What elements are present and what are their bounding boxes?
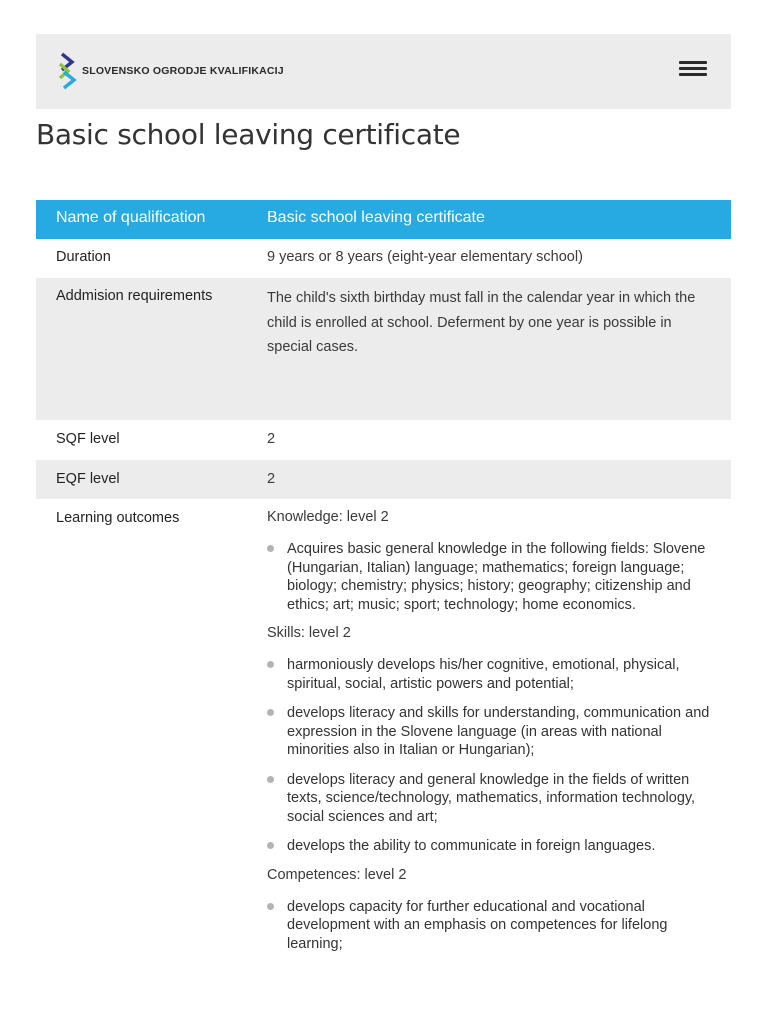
eqf-label: EQF level — [56, 471, 120, 487]
list-item — [267, 704, 715, 760]
eqf-value: 2 — [267, 471, 276, 487]
list-item-text: Acquires basic general knowledge in the following fields: Slovene (Hungarian, Italian) language; mathematics; foreign language; biology; chemistry; physics; history; geography; citizenship and ethics; art; music; sport; technology; home economics. — [287, 541, 706, 613]
learning-outcomes-label: Learning outcomes — [56, 510, 180, 526]
table-header-label: Name of qualification — [56, 209, 206, 226]
bullet-icon — [267, 903, 274, 910]
list-item — [267, 771, 715, 827]
hamburger-icon — [679, 61, 707, 64]
bullet-icon — [267, 545, 274, 552]
sqf-value: 2 — [267, 431, 276, 447]
knowledge-heading: Knowledge: level 2 — [267, 509, 389, 525]
skills-list — [267, 656, 715, 856]
hamburger-menu-button[interactable] — [679, 61, 707, 81]
admission-value: The child's sixth birthday must fall in the calendar year in which the child is enrolled at school. Deferment by one year is possible in special cases. — [267, 290, 696, 355]
skills-heading: Skills: level 2 — [267, 625, 351, 641]
competences-heading: Competences: level 2 — [267, 866, 407, 883]
list-item — [267, 837, 715, 856]
bullet-icon — [267, 842, 274, 849]
list-item-text: develops literacy and general knowledge in the fields of written texts, science/technology, mathematics, information technology, social sciences and art; — [287, 771, 696, 825]
hamburger-icon-line — [679, 67, 707, 70]
list-item-text: develops capacity for further educational and vocational development with an emphasis on competences for lifelong learning; — [287, 898, 668, 952]
list-item — [267, 656, 715, 693]
list-item-text: develops literacy and skills for understanding, communication and expression in the Slovene language (in areas with national minorities also in Italian or Hungarian); — [287, 705, 710, 758]
bullet-icon — [267, 661, 274, 668]
knowledge-list — [267, 540, 715, 614]
site-logo[interactable] — [58, 51, 284, 91]
table-row-sqf — [36, 420, 731, 460]
list-item — [267, 898, 715, 954]
table-header-row — [36, 200, 731, 239]
list-item-text: harmoniously develops his/her cognitive, emotional, physical, spiritual, social, artistic powers and potential; — [287, 657, 680, 692]
table-row-learning-outcomes — [36, 499, 731, 964]
competences-list — [267, 898, 715, 954]
table-row-duration — [36, 239, 731, 278]
page-title: Basic school leaving certificate — [36, 118, 461, 151]
table-header-value: Basic school leaving certificate — [267, 209, 485, 226]
site-header — [36, 34, 731, 109]
duration-label: Duration — [56, 249, 111, 265]
bullet-icon — [267, 709, 274, 716]
admission-label: Addmision requirements — [56, 288, 213, 304]
table-row-eqf — [36, 460, 731, 499]
list-item-text: develops the ability to communicate in foreign languages. — [287, 838, 656, 854]
bullet-icon — [267, 776, 274, 783]
sqf-label: SQF level — [56, 431, 120, 447]
learning-outcomes-value — [267, 499, 731, 964]
duration-value: 9 years or 8 years (eight-year elementary school) — [267, 249, 583, 265]
logo-text: SLOVENSKO OGRODJE KVALIFIKACIJ — [82, 65, 284, 77]
list-item — [267, 540, 715, 614]
hamburger-icon-line — [679, 73, 707, 76]
qualification-table — [36, 200, 731, 964]
table-row-admission — [36, 278, 731, 420]
logo-mark-icon — [58, 52, 78, 90]
